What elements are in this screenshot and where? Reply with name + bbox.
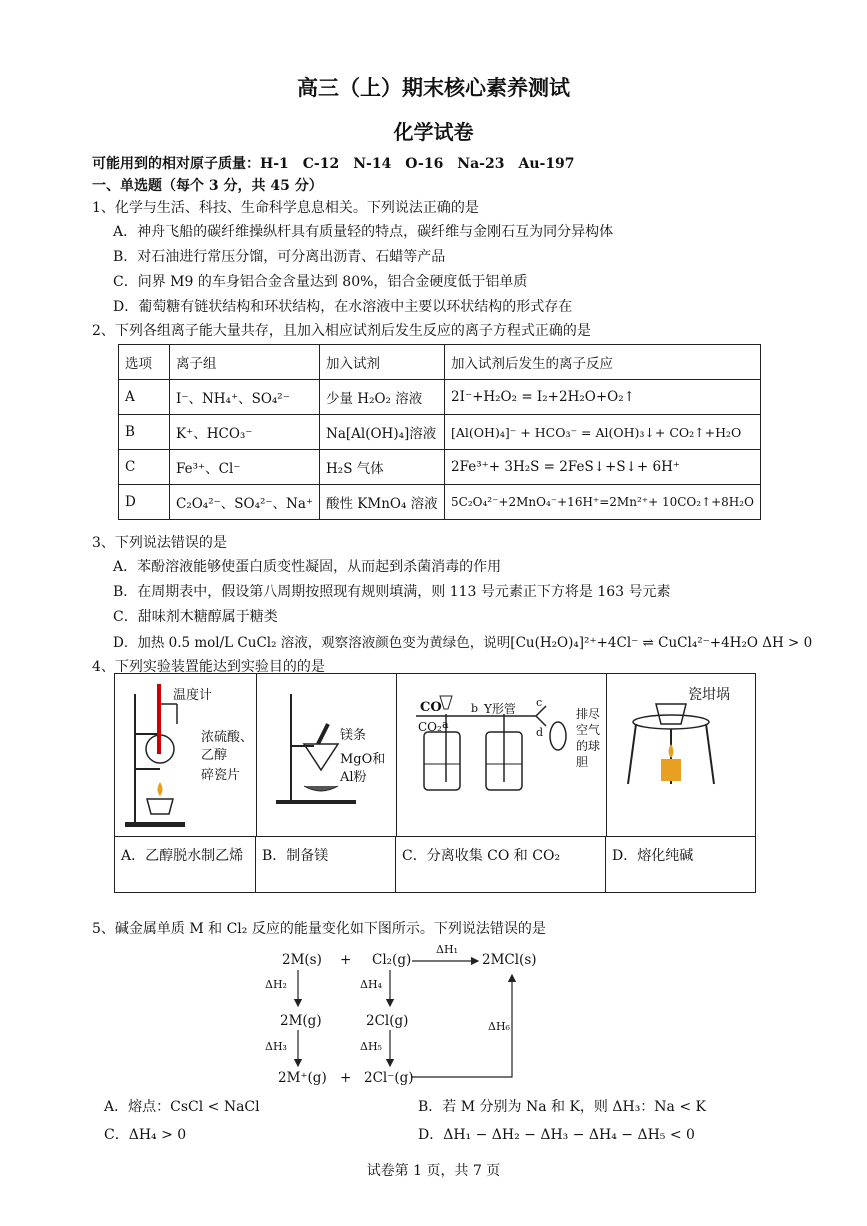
apparatus-a bbox=[115, 674, 257, 836]
page-subtitle: 化学试卷 bbox=[393, 120, 474, 144]
table-header-cell: 加入试剂 bbox=[320, 345, 445, 380]
table-row bbox=[119, 485, 761, 520]
q4-stem: 4、下列实验装置能达到实验目的的是 bbox=[92, 659, 325, 675]
q3-option-b: B．在周期表中，假设第八周期按照现有规则填满，则 113 号元素正下方将是 163 号元素 bbox=[113, 584, 671, 600]
apparatus-d bbox=[606, 674, 755, 836]
q1-stem: 1、化学与生活、科技、生命科学息息相关。下列说法正确的是 bbox=[92, 200, 479, 216]
q3-option-c: C．甜味剂木糖醇属于糖类 bbox=[113, 609, 278, 625]
plus-sign-2: + bbox=[340, 1070, 352, 1086]
apparatus-c bbox=[396, 674, 607, 836]
label-a: a bbox=[442, 718, 449, 731]
section-heading: 一、单选题（每个 3 分，共 45 分） bbox=[92, 178, 323, 194]
table-cell: Na[Al(OH)₄]溶液 bbox=[320, 415, 445, 450]
table-cell: 2I⁻+H₂O₂ = I₂+2H₂O+O₂↑ bbox=[445, 380, 761, 415]
m-cation-gas: 2M⁺(g) bbox=[278, 1070, 327, 1086]
label-balloon bbox=[576, 706, 600, 770]
table-cell: 2Fe³⁺+ 3H₂S = 2FeS↓+S↓+ 6H⁺ bbox=[445, 450, 761, 485]
q5-option-b: B．若 M 分别为 Na 和 K，则 ΔH₃：Na < K bbox=[418, 1099, 706, 1115]
dh2-label: ΔH₂ bbox=[265, 978, 287, 991]
apparatus-b bbox=[256, 674, 397, 836]
page-footer: 试卷第 1 页，共 7 页 bbox=[366, 1163, 501, 1179]
label-y-tube: Y形管 bbox=[484, 702, 516, 716]
q2-table bbox=[118, 344, 761, 520]
reactant-m-solid: 2M(s) bbox=[282, 952, 322, 968]
crucible-apparatus-icon bbox=[606, 674, 755, 836]
label-ethanol: 乙醇 bbox=[201, 748, 228, 763]
table-header-cell: 离子组 bbox=[170, 345, 320, 380]
label-thermometer: 温度计 bbox=[173, 688, 213, 703]
label-balloon-line: 排尽 bbox=[576, 707, 601, 721]
label-b: b bbox=[471, 702, 479, 715]
dh3-label: ΔH₃ bbox=[265, 1040, 287, 1053]
table-cell: D bbox=[119, 485, 170, 520]
label-mgo: MgO和 bbox=[340, 752, 386, 767]
q3-stem: 3、下列说法错误的是 bbox=[92, 535, 227, 551]
atomic-masses: 可能用到的相对原子质量：H-1 C-12 N-14 O-16 Na-23 Au-197 bbox=[92, 156, 575, 172]
cl-anion-gas: 2Cl⁻(g) bbox=[364, 1070, 414, 1086]
label-al: Al粉 bbox=[340, 770, 367, 785]
dh1-label: ΔH₁ bbox=[436, 943, 458, 956]
table-cell: K⁺、HCO₃⁻ bbox=[170, 415, 320, 450]
caption-d: D．熔化纯碱 bbox=[606, 836, 755, 892]
table-cell: Fe³⁺、Cl⁻ bbox=[170, 450, 320, 485]
plus-sign: + bbox=[340, 952, 352, 968]
q2-stem: 2、下列各组离子能大量共存，且加入相应试剂后发生反应的离子方程式正确的是 bbox=[92, 323, 591, 339]
label-crucible: 瓷坩埚 bbox=[688, 687, 730, 703]
m-gas: 2M(g) bbox=[280, 1013, 322, 1029]
table-cell: I⁻、NH₄⁺、SO₄²⁻ bbox=[170, 380, 320, 415]
apparatus-table bbox=[114, 673, 756, 893]
label-magnesium: 镁条 bbox=[340, 728, 367, 743]
page-title: 高三（上）期末核心素养测试 bbox=[297, 75, 570, 100]
q5-option-c: C．ΔH₄ > 0 bbox=[104, 1127, 187, 1143]
q5-option-a: A．熔点：CsCl < NaCl bbox=[104, 1099, 260, 1115]
q5-option-d: D．ΔH₁ − ΔH₂ − ΔH₃ − ΔH₄ − ΔH₅ < 0 bbox=[418, 1127, 695, 1143]
q1-option-c: C．问界 M9 的车身铝合金含量达到 80%，铝合金硬度低于铝单质 bbox=[113, 274, 528, 290]
table-row bbox=[119, 380, 761, 415]
table-header-cell: 选项 bbox=[119, 345, 170, 380]
dh4-label: ΔH₄ bbox=[360, 978, 382, 991]
reactant-cl2: Cl₂(g) bbox=[372, 952, 412, 968]
caption-a: A．乙醇脱水制乙烯 bbox=[115, 836, 256, 892]
label-c: c bbox=[536, 696, 543, 709]
caption-c: C．分离收集 CO 和 CO₂ bbox=[396, 836, 606, 892]
dh6-label: ΔH₆ bbox=[488, 1020, 510, 1033]
label-balloon-line: 的球 bbox=[576, 739, 601, 753]
caption-b: B．制备镁 bbox=[256, 836, 396, 892]
product-mcl: 2MCl(s) bbox=[482, 952, 537, 968]
q1-option-b: B．对石油进行常压分馏，可分离出沥青、石蜡等产品 bbox=[113, 249, 446, 265]
table-row bbox=[119, 450, 761, 485]
cl-atom-gas: 2Cl(g) bbox=[366, 1013, 409, 1029]
q1-option-d: D．葡萄糖有链状结构和环状结构，在水溶液中主要以环状结构的形式存在 bbox=[113, 299, 573, 315]
q1-option-a: A．神舟飞船的碳纤维操纵杆具有质量轻的特点，碳纤维与金刚石互为同分异构体 bbox=[113, 224, 614, 240]
table-cell: C bbox=[119, 450, 170, 485]
label-boiling-chips: 碎瓷片 bbox=[201, 768, 241, 783]
table-cell: C₂O₄²⁻、SO₄²⁻、Na⁺ bbox=[170, 485, 320, 520]
q5-stem: 5、碱金属单质 M 和 Cl₂ 反应的能量变化如下图所示。下列说法错误的是 bbox=[92, 921, 546, 937]
table-cell: H₂S 气体 bbox=[320, 450, 445, 485]
label-co2: CO₂ bbox=[418, 720, 442, 734]
table-cell: B bbox=[119, 415, 170, 450]
label-d: d bbox=[536, 726, 544, 739]
label-balloon-line: 空气 bbox=[576, 723, 601, 737]
label-balloon-line: 胆 bbox=[576, 755, 589, 769]
table-header-cell: 加入试剂后发生的离子反应 bbox=[445, 345, 761, 380]
table-cell: [Al(OH)₄]⁻ + HCO₃⁻ = Al(OH)₃↓+ CO₂↑+H₂O bbox=[445, 415, 761, 450]
q3-option-d: D．加热 0.5 mol/L CuCl₂ 溶液，观察溶液颜色变为黄绿色，说明[Cu(H₂O)₄]²⁺+4Cl⁻ ⇌ CuCl₄²⁻+4H₂O ΔH > 0 bbox=[113, 635, 813, 651]
table-header-row bbox=[119, 345, 761, 380]
label-acid: 浓硫酸、 bbox=[201, 730, 254, 745]
table-cell: 少量 H₂O₂ 溶液 bbox=[320, 380, 445, 415]
q3-option-a: A．苯酚溶液能够使蛋白质变性凝固，从而起到杀菌消毒的作用 bbox=[113, 559, 502, 575]
dh5-label: ΔH₅ bbox=[360, 1040, 382, 1053]
table-cell: A bbox=[119, 380, 170, 415]
label-co: CO bbox=[420, 700, 442, 715]
gas-separation-apparatus-icon bbox=[396, 674, 606, 836]
table-row bbox=[119, 415, 761, 450]
table-cell: 5C₂O₄²⁻+2MnO₄⁻+16H⁺=2Mn²⁺+ 10CO₂↑+8H₂O bbox=[445, 485, 761, 520]
table-cell: 酸性 KMnO₄ 溶液 bbox=[320, 485, 445, 520]
